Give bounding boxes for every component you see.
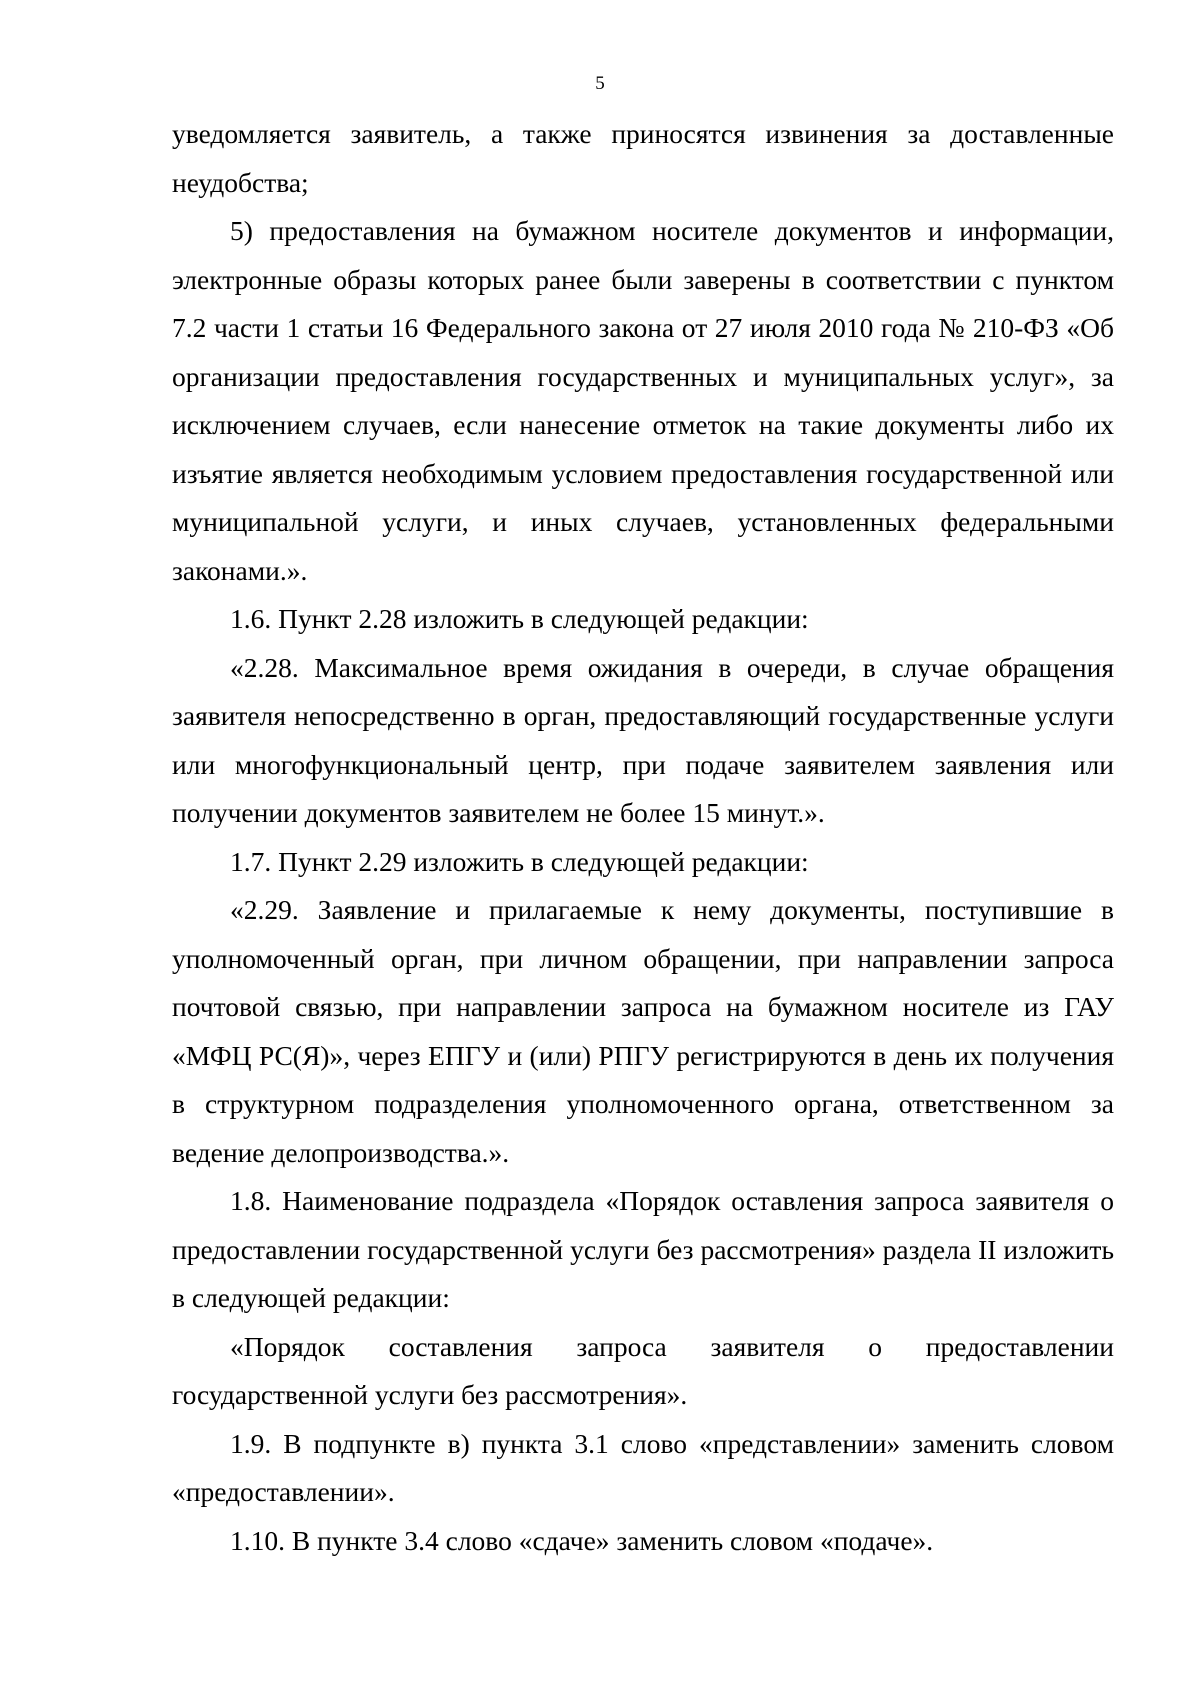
paragraph-1-7: 1.7. Пункт 2.29 изложить в следующей редакции:	[230, 845, 809, 877]
document-body	[172, 110, 1114, 1565]
paragraph-item-5: 5) предоставления на бумажном носителе документов и информации, электронные образы которых ранее были заверены в соответствии с пунктом 7.2 части 1 статьи 16 Федерального закона от 27 июля 2010 года № 210-ФЗ «Об организации предоставления государственных и муниципальных услуг», за исключением случаев, если нанесение отметок на такие документы либо их изъятие является необходимым условием предоставления государственной или муниципальной услуги, и иных случаев, установленных федеральными законами.».	[172, 215, 1114, 586]
paragraph-subsection-title: «Порядок составления запроса заявителя о предоставлении государственной услуги без рассмотрения».	[172, 1330, 1114, 1410]
paragraph-1-8: 1.8. Наименование подраздела «Порядок оставления запроса заявителя о предоставлении государственной услуги без рассмотрения» раздела II изложить в следующей редакции:	[172, 1185, 1114, 1313]
paragraph-1-9: 1.9. В подпункте в) пункта 3.1 слово «представлении» заменить словом «предоставлении».	[172, 1427, 1114, 1507]
paragraph-continuation: уведомляется заявитель, а также приносятся извинения за доставленные неудобства;	[172, 118, 1114, 198]
paragraph-2-28: «2.28. Максимальное время ожидания в очереди, в случае обращения заявителя непосредственно в орган, предоставляющий государственные услуги или многофункциональный центр, при подаче заявителем заявления или получении документов заявителем не более 15 минут.».	[172, 651, 1114, 828]
page-number: 5	[595, 73, 605, 94]
paragraph-1-6: 1.6. Пункт 2.28 изложить в следующей редакции:	[230, 603, 809, 634]
paragraph-1-10: 1.10. В пункте 3.4 слово «сдаче» заменить словом «подаче».	[230, 1524, 934, 1556]
paragraph-2-29: «2.29. Заявление и прилагаемые к нему документы, поступившие в уполномоченный орган, при личном обращении, при направлении запроса почтовой связью, при направлении запроса на бумажном носителе из ГАУ «МФЦ РС(Я)», через ЕПГУ и (или) РПГУ регистрируются в день их получения в структурном подразделения уполномоченного органа, ответственном за ведение делопроизводства.».	[172, 894, 1114, 1168]
